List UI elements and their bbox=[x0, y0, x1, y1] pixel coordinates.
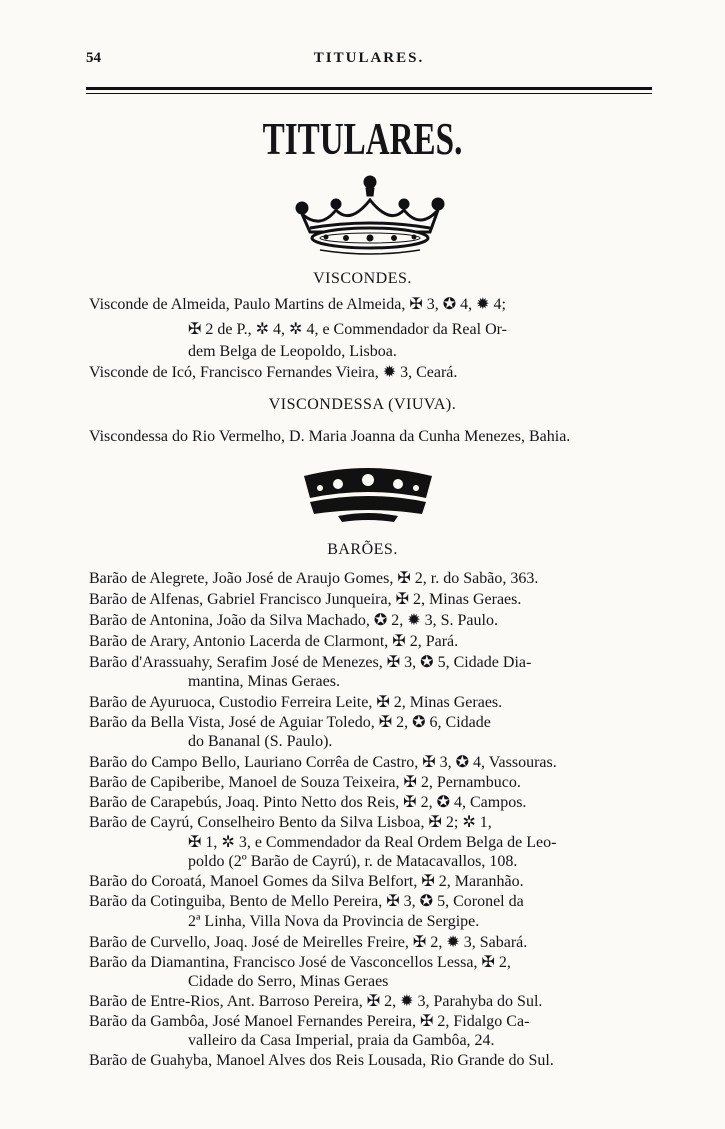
page-title: TITULARES. bbox=[262, 113, 463, 164]
text-line: poldo (2º Barão de Cayrú), r. de Matacavallos, 108. bbox=[188, 853, 518, 870]
running-header bbox=[86, 50, 652, 72]
text-line: ✠ 1, ✲ 3, e Commendador da Real Ordem Belga de Leo- bbox=[188, 834, 557, 851]
text-line: Visconde de Icó, Francisco Fernandes Vieira, ✹ 3, Ceará. bbox=[89, 364, 458, 381]
text-line: mantina, Minas Geraes. bbox=[188, 673, 340, 690]
text-line: Barão de Capiberibe, Manoel de Souza Teixeira, ✠ 2, Pernambuco. bbox=[89, 774, 521, 791]
text-line: Barão da Diamantina, Francisco José de Vasconcellos Lessa, ✠ 2, bbox=[89, 954, 511, 971]
text-line: Barão de Ayuruoca, Custodio Ferreira Leite, ✠ 2, Minas Geraes. bbox=[89, 694, 503, 711]
text-line: valleiro da Casa Imperial, praia da Gambôa, 24. bbox=[188, 1032, 495, 1049]
text-line: Barão de Entre-Rios, Ant. Barroso Pereira, ✠ 2, ✹ 3, Parahyba do Sul. bbox=[89, 993, 543, 1010]
text-line: Barão de Alegrete, João José de Araujo Gomes, ✠ 2, r. do Sabão, 363. bbox=[89, 570, 539, 587]
crown-icon bbox=[290, 170, 450, 262]
text-line: Barão de Arary, Antonio Lacerda de Clarmont, ✠ 2, Pará. bbox=[89, 633, 459, 650]
page-number: 54 bbox=[86, 50, 101, 66]
section-heading-viscondes: VISCONDES. bbox=[313, 270, 412, 287]
running-title: TITULARES. bbox=[313, 50, 425, 66]
text-line: Barão de Alfenas, Gabriel Francisco Junqueira, ✠ 2, Minas Geraes. bbox=[89, 591, 522, 608]
text-line: Viscondessa do Rio Vermelho, D. Maria Joanna da Cunha Menezes, Bahia. bbox=[89, 428, 571, 445]
text-line: Barão de Carapebús, Joaq. Pinto Netto dos Reis, ✠ 2, ✪ 4, Campos. bbox=[89, 794, 527, 811]
crown-ornament-icon bbox=[298, 462, 438, 524]
header-rule-thick bbox=[86, 87, 652, 90]
text-line: Barão da Cotinguiba, Bento de Mello Pereira, ✠ 3, ✪ 5, Coronel da bbox=[89, 893, 524, 910]
text-line: Barão da Gambôa, José Manoel Fernandes Pereira, ✠ 2, Fidalgo Ca- bbox=[89, 1013, 530, 1030]
text-line: Barão da Bella Vista, José de Aguiar Toledo, ✠ 2, ✪ 6, Cidade bbox=[89, 714, 491, 731]
section-heading-baroes: BARÕES. bbox=[327, 541, 398, 558]
text-line: Barão de Antonina, João da Silva Machado, ✪ 2, ✹ 3, S. Paulo. bbox=[89, 612, 498, 629]
text-line: 2ª Linha, Villa Nova da Provincia de Sergipe. bbox=[188, 913, 480, 930]
section-heading-viscondessa: VISCONDESSA (VIUVA). bbox=[268, 396, 457, 413]
text-line: ✠ 2 de P., ✲ 4, ✲ 4, e Commendador da Real Or- bbox=[188, 321, 507, 338]
text-line: Barão d'Arassuahy, Serafim José de Menezes, ✠ 3, ✪ 5, Cidade Dia- bbox=[89, 654, 532, 671]
text-line: Visconde de Almeida, Paulo Martins de Almeida, ✠ 3, ✪ 4, ✹ 4; bbox=[89, 296, 506, 313]
header-rule-thin bbox=[86, 93, 652, 94]
text-line: Barão de Cayrú, Conselheiro Bento da Silva Lisboa, ✠ 2; ✲ 1, bbox=[89, 814, 492, 831]
text-line: Cidade do Serro, Minas Geraes bbox=[188, 973, 389, 990]
text-line: Barão do Coroatá, Manoel Gomes da Silva Belfort, ✠ 2, Maranhão. bbox=[89, 873, 524, 890]
text-line: Barão de Guahyba, Manoel Alves dos Reis Lousada, Rio Grande do Sul. bbox=[89, 1052, 554, 1069]
text-line: do Bananal (S. Paulo). bbox=[188, 733, 333, 750]
text-line: Barão de Curvello, Joaq. José de Meirelles Freire, ✠ 2, ✹ 3, Sabará. bbox=[89, 934, 528, 951]
text-line: dem Belga de Leopoldo, Lisboa. bbox=[188, 343, 397, 360]
text-line: Barão do Campo Bello, Lauriano Corrêa de Castro, ✠ 3, ✪ 4, Vassouras. bbox=[89, 754, 557, 771]
